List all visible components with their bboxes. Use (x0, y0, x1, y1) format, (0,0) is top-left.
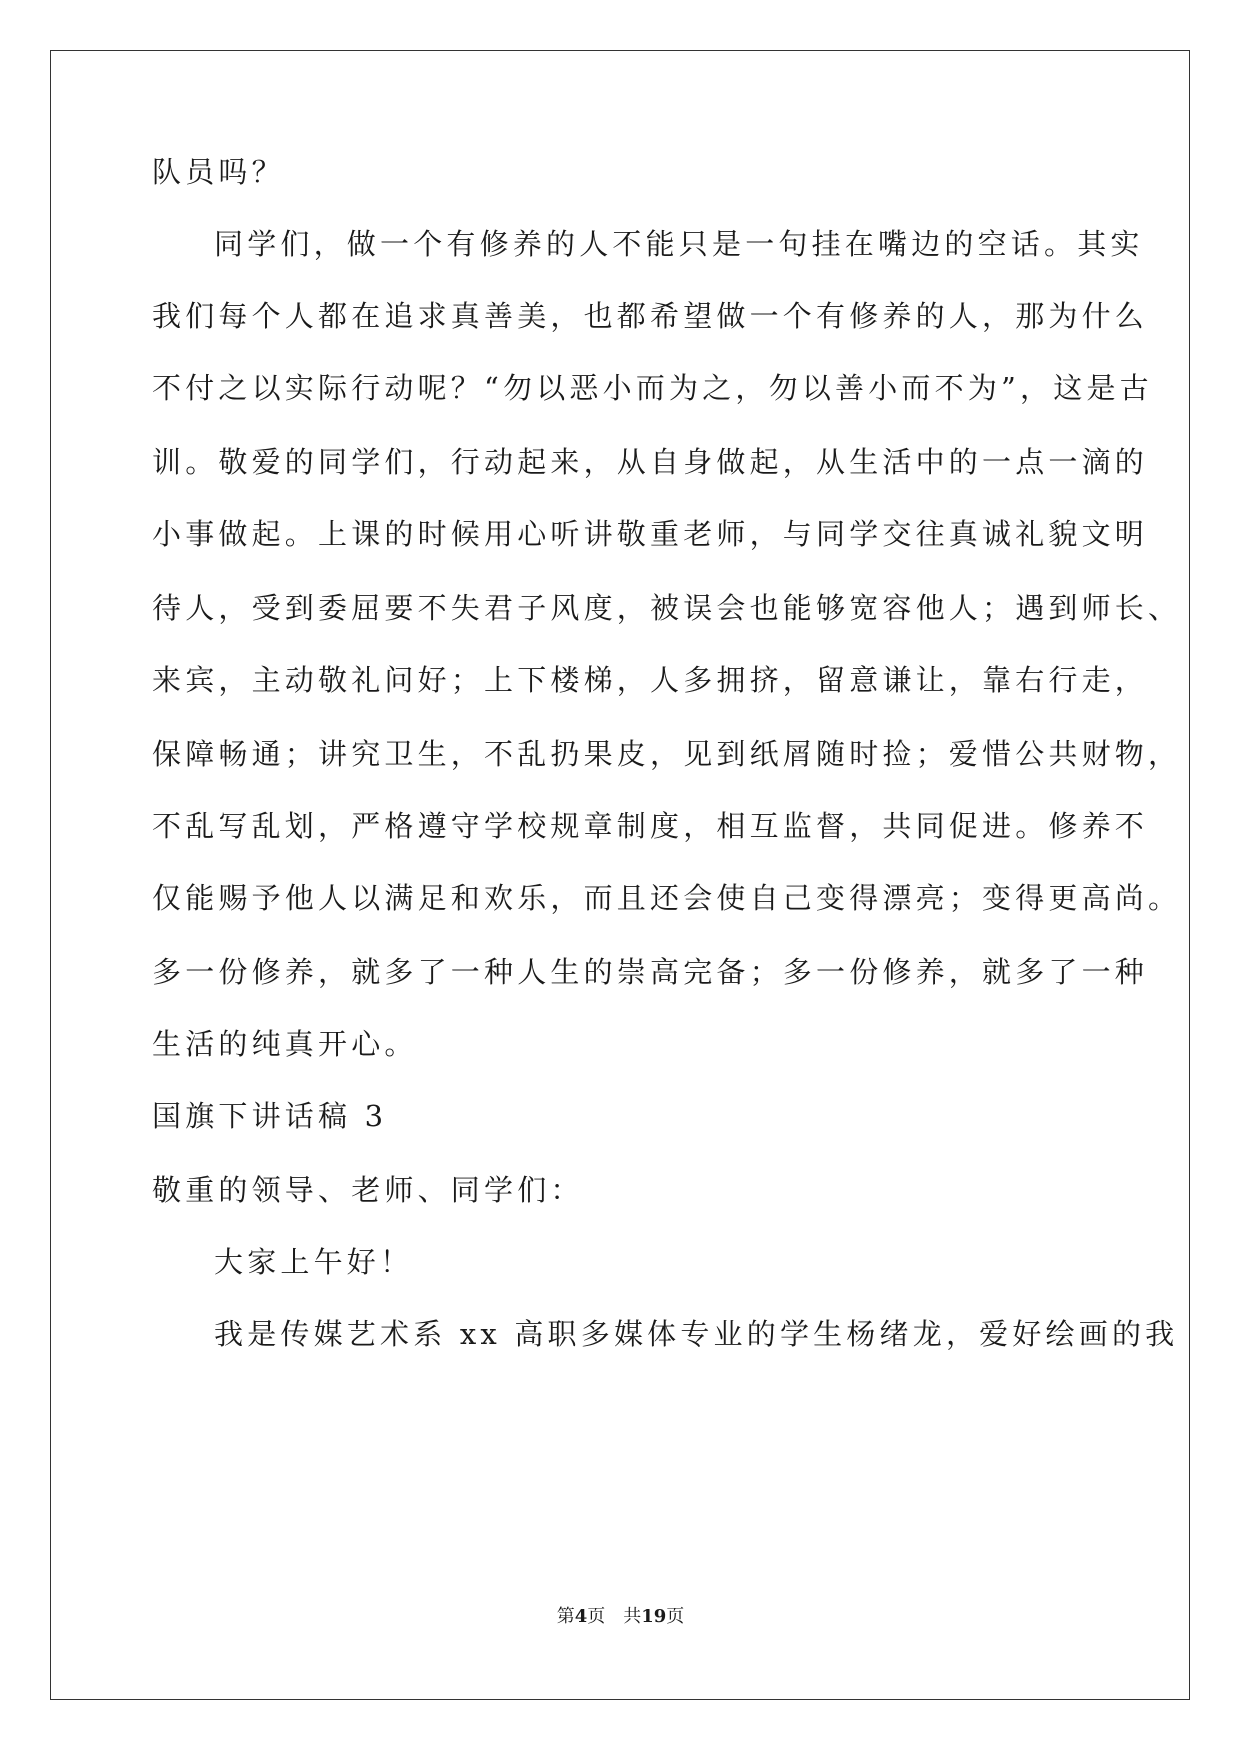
text-line: 训。敬爱的同学们，行动起来，从自身做起，从生活中的一点一滴的 (152, 445, 1149, 479)
page-number: 4 (574, 1606, 588, 1627)
text-line: 仅能赐予他人以满足和欢乐，而且还会使自己变得漂亮；变得更高尚。 (152, 881, 1182, 915)
salutation: 敬重的领导、老师、同学们： (152, 1173, 584, 1207)
text-line: 同学们，做一个有修养的人不能只是一句挂在嘴边的空话。其实 (214, 227, 1144, 261)
greeting: 大家上午好！ (214, 1245, 414, 1279)
text-line: 保障畅通；讲究卫生，不乱扔果皮，见到纸屑随时捡；爱惜公共财物， (152, 737, 1182, 771)
page-prefix: 第 (556, 1606, 575, 1627)
total-pages: 19 (641, 1606, 667, 1627)
text-line: 我们每个人都在追求真善美，也都希望做一个有修养的人，那为什么 (152, 299, 1149, 333)
text-line: 待人，受到委屈要不失君子风度，被误会也能够宽容他人；遇到师长、 (152, 591, 1182, 625)
total-prefix: 共 (623, 1606, 642, 1627)
section-heading: 国旗下讲话稿 3 (152, 1099, 388, 1133)
total-suffix: 页 (666, 1606, 685, 1627)
page-suffix: 页 (587, 1606, 606, 1627)
text-line: 不乱写乱划，严格遵守学校规章制度，相互监督，共同促进。修养不 (152, 809, 1149, 843)
text-line: 生活的纯真开心。 (152, 1027, 418, 1061)
page-footer (0, 1605, 1241, 1629)
text-line: 来宾，主动敬礼问好；上下楼梯，人多拥挤，留意谦让，靠右行走， (152, 663, 1149, 697)
text-line: 多一份修养，就多了一种人生的崇高完备；多一份修养，就多了一种 (152, 955, 1149, 989)
text-line: 我是传媒艺术系 xx 高职多媒体专业的学生杨绪龙，爱好绘画的我 (214, 1317, 1179, 1351)
text-line: 小事做起。上课的时候用心听讲敬重老师，与同学交往真诚礼貌文明 (152, 517, 1149, 551)
text-line: 不付之以实际行动呢？“勿以恶小而为之，勿以善小而不为”，这是古 (152, 371, 1153, 405)
text-line: 队员吗？ (152, 155, 285, 189)
